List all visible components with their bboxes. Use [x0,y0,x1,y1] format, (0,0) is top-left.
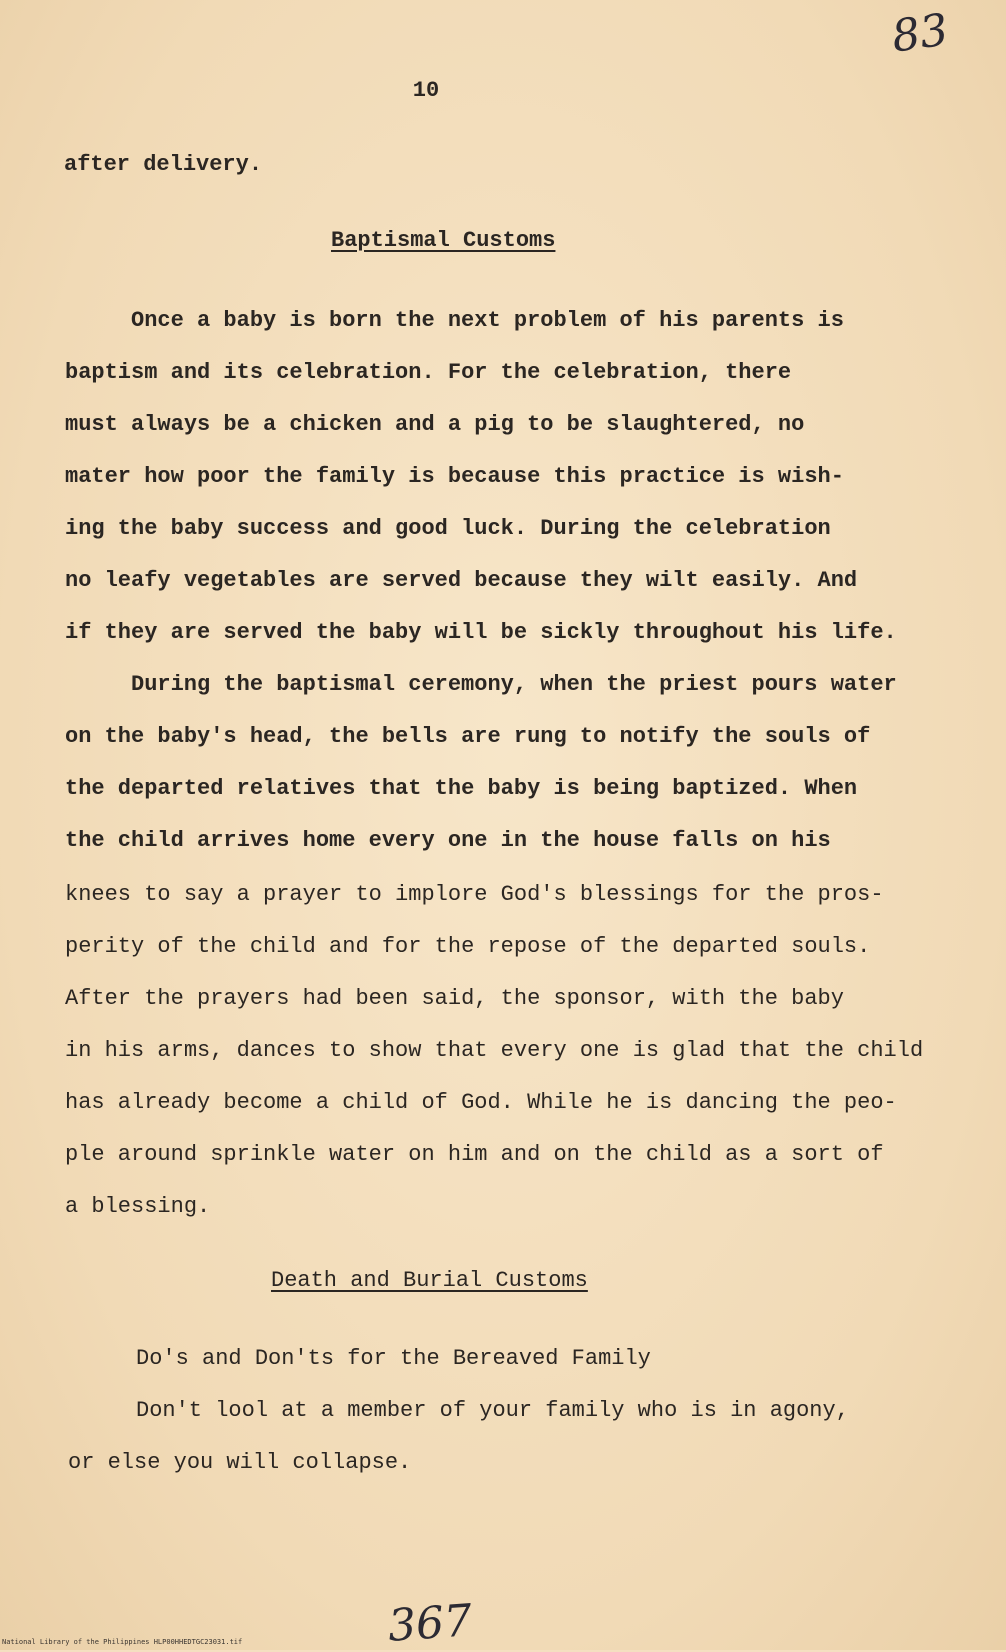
body-line: in his arms, dances to show that every one is glad that the child [65,1038,924,1063]
section-heading-baptismal: Baptismal Customs [331,228,556,253]
body-line: Do's and Don'ts for the Bereaved Family [136,1346,651,1371]
archive-footer: National Library of the Philippines HLP00HHEDTGC23031.tif [2,1638,243,1646]
body-line: the child arrives home every one in the house falls on his [65,828,831,853]
body-line: if they are served the baby will be sickly throughout his life. [65,620,897,645]
body-line: mater how poor the family is because this practice is wish- [65,464,844,489]
body-line: has already become a child of God. While he is dancing the peo- [65,1090,897,1115]
body-line: or else you will collapse. [68,1450,412,1475]
body-line: knees to say a prayer to implore God's blessings for the pros- [65,882,884,907]
body-line: After the prayers had been said, the sponsor, with the baby [65,986,844,1011]
handwritten-folio-number: 83 [888,4,952,63]
body-line: ing the baby success and good luck. During the celebration [65,516,831,541]
body-line: baptism and its celebration. For the celebration, there [65,360,792,385]
body-line: perity of the child and for the repose of the departed souls. [65,934,871,959]
handwritten-stamp-number: 367 [386,1595,474,1652]
body-line: a blessing. [65,1194,211,1219]
body-line: During the baptismal ceremony, when the priest pours water [131,672,897,697]
section-heading-death: Death and Burial Customs [271,1268,588,1293]
body-line: no leafy vegetables are served because they wilt easily. And [65,568,858,593]
body-line: on the baby's head, the bells are rung to notify the souls of [65,724,871,749]
body-line: ple around sprinkle water on him and on the child as a sort of [65,1142,884,1167]
body-line: the departed relatives that the baby is being baptized. When [65,776,858,801]
body-line: Once a baby is born the next problem of his parents is [131,308,844,333]
body-line: must always be a chicken and a pig to be slaughtered, no [65,412,805,437]
intro-line: after delivery. [64,152,263,177]
body-line: Don't lool at a member of your family who is in agony, [136,1398,849,1423]
page-number: 10 [412,78,440,103]
